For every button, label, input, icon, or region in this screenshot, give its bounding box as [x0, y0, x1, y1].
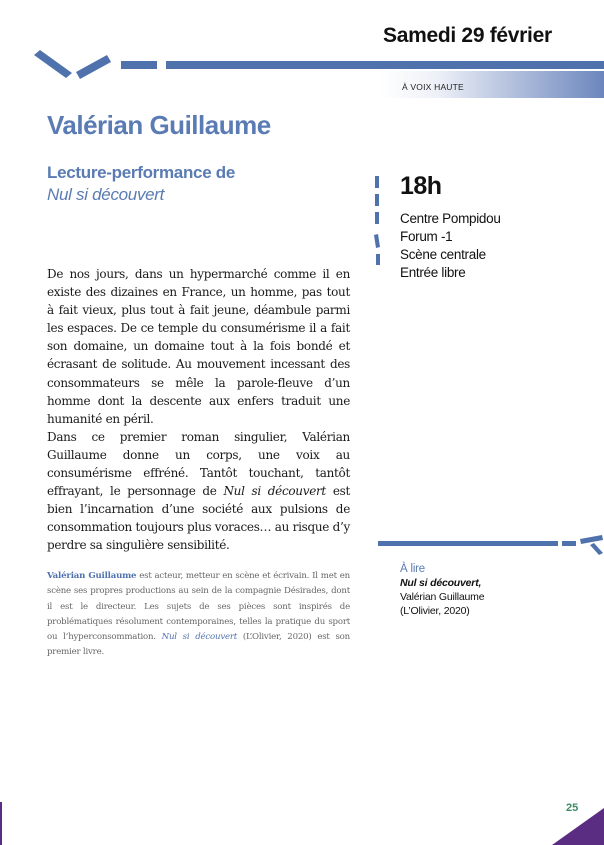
date-header: Samedi 29 février: [383, 24, 552, 47]
reading-dash-decoration: [376, 535, 604, 555]
reading-author: Valérian Guillaume: [400, 591, 485, 603]
subtitle-line: Lecture-performance de: [47, 163, 236, 182]
vertical-dash-decoration: [372, 176, 382, 266]
bio-text: est acteur, metteur en scène et écrivain. Il met en scène ses propres productions au sein de la compagnie Désirades, dont il est le directeur. Les sujets de ses pièces sont inspirés de problématiques résolument contemporaines, telles la pratique du sport ou l’hyperconsommation.: [47, 571, 350, 643]
section-label: À VOIX HAUTE: [402, 82, 464, 92]
venue-line: Entrée libre: [400, 265, 466, 280]
reading-info: [400, 562, 484, 618]
bio-author-name: Valérian Guillaume: [47, 571, 137, 581]
author-title: Valérian Guillaume: [47, 110, 271, 140]
reading-publisher: (L’Olivier, 2020): [400, 605, 470, 617]
description-text: Dans ce premier roman singulier, Valérian Guillaume donne un corps, une voix au consumérisme effréné. Tantôt touchant, tantôt effrayant, le personnage de: [47, 429, 350, 499]
author-bio: [47, 569, 350, 661]
event-time: 18h: [400, 172, 442, 200]
venue-line: Scène centrale: [400, 247, 486, 262]
description-paragraph: [47, 428, 350, 555]
event-description: [47, 265, 350, 555]
bio-work-title: Nul si découvert: [161, 632, 238, 643]
description-work-title: Nul si découvert: [223, 484, 326, 499]
venue-line: Centre Pompidou: [400, 211, 501, 226]
description-paragraph: De nos jours, dans un hypermarché comme il en existe des dizaines en France, un homme, pas tout à fait vieux, plus tout à fait jeune, déambule parmi les espaces. De ce temple du consumérisme il a fait son domaine, un domaine tout à la fois bondé et écrasant de solitude. Au mouvement incessant des consommateurs se mêle la parole-fleuve d’un homme dont la descente aux enfers traduit une humanité en péril.: [47, 267, 350, 426]
corner-decoration: [0, 778, 604, 845]
bio-text: (L’Olivier, 2020) est son premier livre.: [47, 632, 350, 658]
page-number: 25: [566, 802, 579, 814]
reading-book-title: Nul si découvert,: [400, 577, 482, 589]
venue-info: [400, 210, 501, 282]
venue-line: Forum -1: [400, 229, 453, 244]
event-subtitle: [47, 162, 235, 206]
reading-label: À lire: [400, 563, 426, 575]
description-text: est bien l’incarnation d’une société aux pulsions de consommation toujours plus voraces… au risque d’y perdre sa singulière sensibilité.: [47, 484, 351, 553]
subtitle-work-title: Nul si découvert: [47, 185, 165, 204]
